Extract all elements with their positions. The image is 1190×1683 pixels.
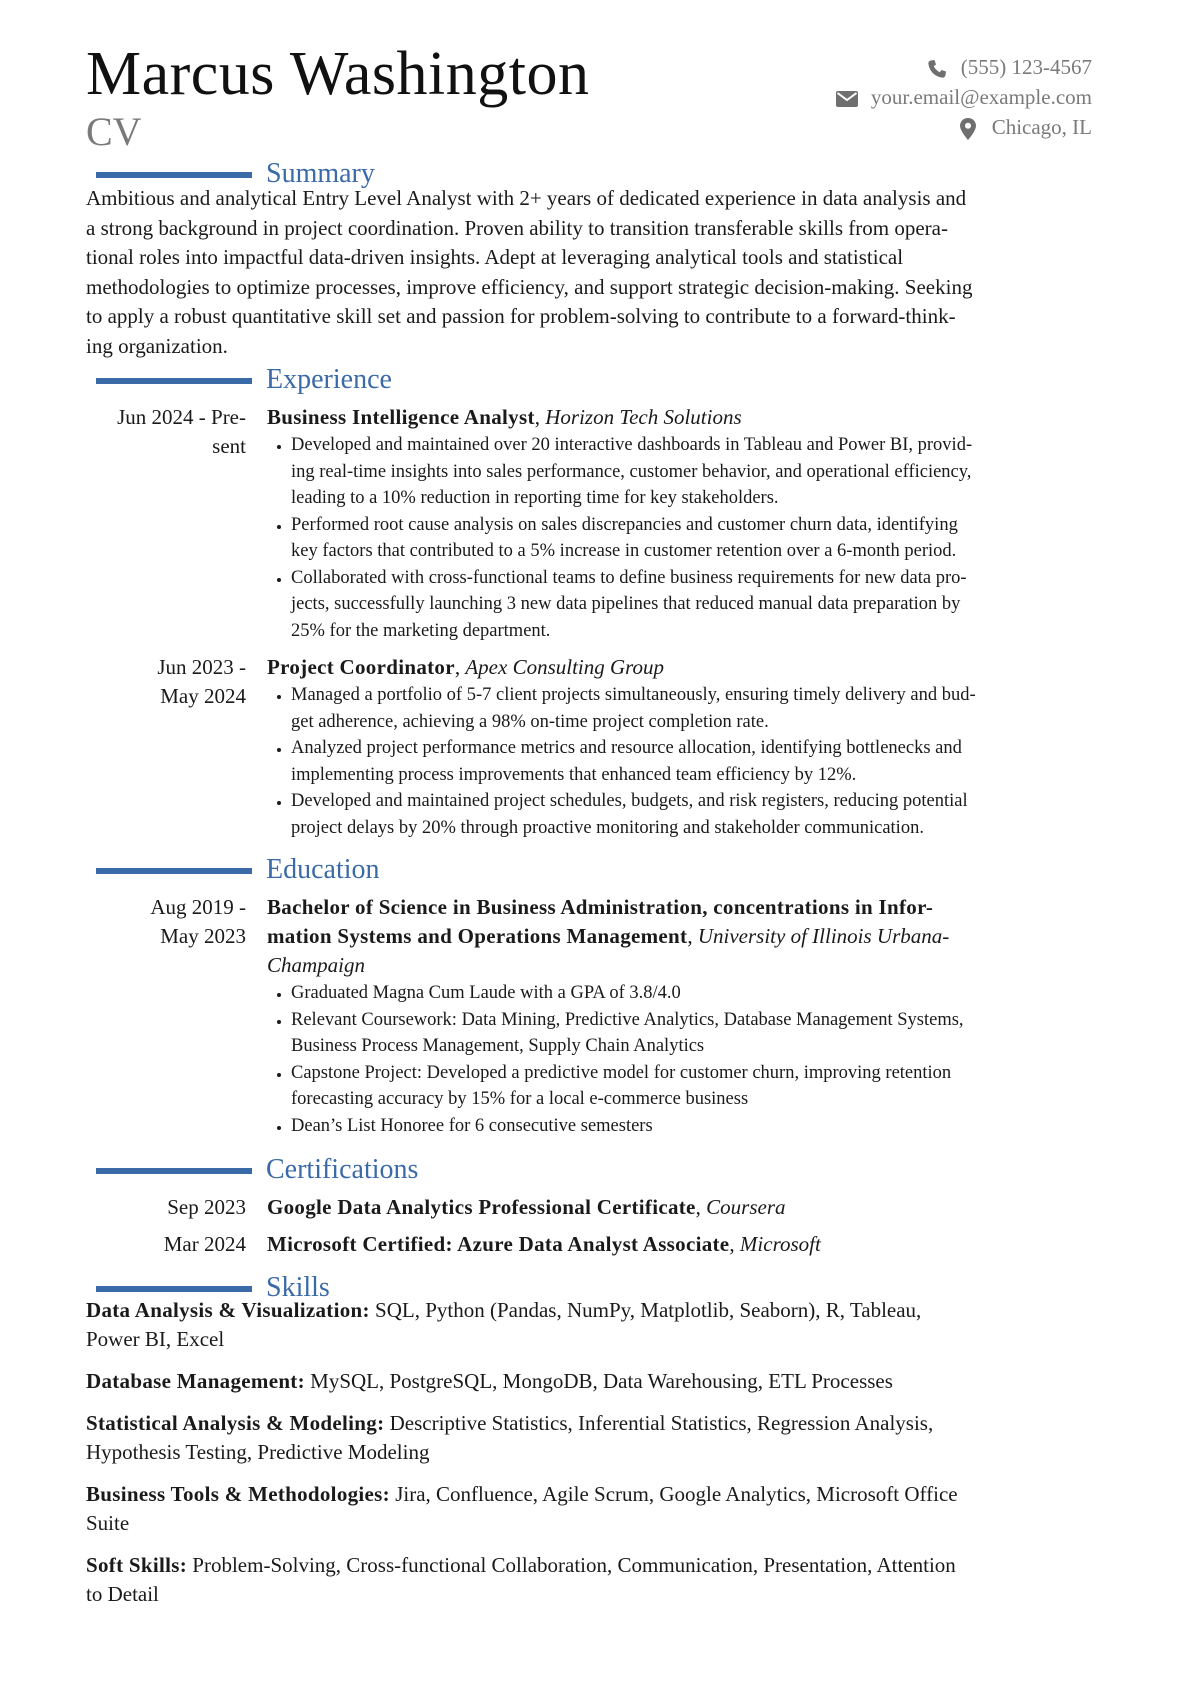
summary-line: to apply a robust quantitative skill set and passion for problem-solving to contribute to a forward-think- bbox=[86, 304, 956, 329]
entry-date-line: May 2024 bbox=[160, 684, 246, 708]
entry-body bbox=[267, 653, 1117, 841]
section-rule bbox=[96, 868, 252, 874]
skill-values: Suite bbox=[86, 1511, 130, 1535]
entry-date-line: Jun 2024 - Pre- bbox=[117, 405, 246, 429]
skill-values: to Detail bbox=[86, 1582, 159, 1606]
bullet-item: • Dean’s List Honoree for 6 consecutive semesters bbox=[291, 1113, 1117, 1140]
entry-title: Project Coordinator bbox=[267, 655, 455, 679]
entry-heading: Project Coordinator, Apex Consulting Group bbox=[267, 655, 665, 679]
skill-label: Statistical Analysis & Modeling: bbox=[86, 1411, 385, 1435]
degree-title-continued: mation Systems and Operations Management bbox=[267, 924, 688, 948]
section-rule bbox=[96, 172, 252, 178]
entry-organization: Apex Consulting Group bbox=[465, 655, 665, 679]
skill-group bbox=[86, 1480, 1116, 1538]
bullet-item: • Managed a portfolio of 5-7 client projects simultaneously, ensuring timely delivery and bud- get adherence, achieving a 98% on-time project completion rate. bbox=[291, 682, 1117, 735]
skill-label: Soft Skills: bbox=[86, 1553, 188, 1577]
entry-body bbox=[267, 1230, 1117, 1259]
entry-body bbox=[267, 1193, 1117, 1222]
candidate-name: Marcus Washington bbox=[86, 40, 590, 108]
contact-block bbox=[833, 52, 1092, 142]
entry-organization: University of Illinois Urbana- bbox=[697, 924, 950, 948]
entry-date: Sep 2023 bbox=[167, 1195, 246, 1219]
contact-location-row bbox=[833, 112, 1092, 142]
entry-date-line: Aug 2019 - bbox=[150, 895, 246, 919]
skill-values: Jira, Confluence, Agile Scrum, Google Analytics, Microsoft Office bbox=[389, 1482, 958, 1506]
skill-group bbox=[86, 1409, 1116, 1467]
contact-phone[interactable]: (555) 123-4567 bbox=[960, 55, 1092, 79]
summary-line: a strong background in project coordination. Proven ability to transition transferable skills from opera- bbox=[86, 215, 948, 240]
skill-label: Business Tools & Methodologies: bbox=[86, 1482, 390, 1506]
entry-date: Mar 2024 bbox=[163, 1232, 246, 1256]
entry-organization: Coursera bbox=[706, 1195, 786, 1219]
document-subtitle: CV bbox=[86, 109, 142, 154]
entry-bullets bbox=[267, 432, 1117, 644]
skill-label: Data Analysis & Visualization: bbox=[86, 1298, 370, 1322]
entry-title: Microsoft Certified: Azure Data Analyst Associate bbox=[267, 1232, 730, 1256]
entry-title: Business Intelligence Analyst bbox=[267, 405, 535, 429]
entry-organization-continued: Champaign bbox=[267, 953, 366, 977]
summary-line: Ambitious and analytical Entry Level Analyst with 2+ years of dedicated experience in data analysis and bbox=[86, 186, 967, 210]
entry-body bbox=[267, 403, 1117, 644]
section-title: Skills bbox=[266, 1272, 330, 1303]
section-title: Summary bbox=[266, 158, 375, 189]
entry-body bbox=[267, 893, 1117, 1139]
contact-email-row bbox=[833, 82, 1092, 112]
contact-phone-row bbox=[833, 52, 1092, 82]
entry-date bbox=[86, 403, 246, 461]
entry-bullets bbox=[267, 980, 1117, 1139]
skill-group bbox=[86, 1367, 1116, 1396]
bullet-item: • Graduated Magna Cum Laude with a GPA of 3.8/4.0 bbox=[291, 980, 1117, 1007]
entry-title: Google Data Analytics Professional Certificate bbox=[267, 1195, 696, 1219]
skill-values: Hypothesis Testing, Predictive Modeling bbox=[86, 1440, 430, 1464]
entry-date-line: Jun 2023 - bbox=[157, 655, 246, 679]
phone-icon bbox=[923, 52, 951, 82]
entry-heading: Bachelor of Science in Business Administration, concentrations in Infor- mation Systems and Operations Management, University of Illinois Urbana- Champaign bbox=[267, 895, 950, 977]
section-title: Education bbox=[266, 854, 380, 885]
contact-location: Chicago, IL bbox=[991, 115, 1092, 139]
skill-label: Database Management: bbox=[86, 1369, 305, 1393]
section-rule bbox=[96, 1168, 252, 1174]
section-title: Certifications bbox=[266, 1154, 419, 1185]
skill-values: SQL, Python (Pandas, NumPy, Matplotlib, Seaborn), R, Tableau, bbox=[369, 1298, 922, 1322]
summary-line: methodologies to optimize processes, improve efficiency, and support strategic decision-making. Seeking bbox=[86, 274, 973, 299]
entry-date bbox=[86, 893, 246, 951]
bullet-item: • Collaborated with cross-functional teams to define business requirements for new data pro- jects, successfully launching 3 new data pipelines that reduced manual data preparation by 25% for the marketing department. bbox=[291, 565, 1117, 645]
contact-email[interactable]: your.email@example.com bbox=[870, 85, 1092, 109]
entry-heading: Google Data Analytics Professional Certificate, Coursera bbox=[267, 1195, 786, 1219]
degree-title: Bachelor of Science in Business Administration, concentrations in Infor- bbox=[267, 895, 934, 919]
entry-heading: Business Intelligence Analyst, Horizon Tech Solutions bbox=[267, 405, 742, 429]
skill-values: Descriptive Statistics, Inferential Statistics, Regression Analysis, bbox=[384, 1411, 934, 1435]
envelope-icon bbox=[833, 82, 861, 112]
entry-date-line: sent bbox=[212, 434, 246, 458]
skill-group bbox=[86, 1551, 1116, 1609]
skill-values: Problem-Solving, Cross-functional Collaboration, Communication, Presentation, Attention bbox=[187, 1553, 956, 1577]
summary-line: ing organization. bbox=[86, 333, 228, 358]
entry-date bbox=[86, 653, 246, 711]
section-title: Experience bbox=[266, 364, 392, 395]
bullet-item: • Performed root cause analysis on sales discrepancies and customer churn data, identifying key factors that contributed to a 5% increase in customer retention over a 6-month period. bbox=[291, 512, 1117, 565]
summary-text bbox=[86, 184, 1116, 362]
entry-organization: Horizon Tech Solutions bbox=[545, 405, 742, 429]
skill-values: MySQL, PostgreSQL, MongoDB, Data Warehousing, ETL Processes bbox=[304, 1369, 893, 1393]
entry-heading: Microsoft Certified: Azure Data Analyst Associate, Microsoft bbox=[267, 1232, 821, 1256]
bullet-item: • Developed and maintained project schedules, budgets, and risk registers, reducing potential project delays by 20% through proactive monitoring and stakeholder communication. bbox=[291, 788, 1117, 841]
skill-group bbox=[86, 1296, 1116, 1354]
bullet-item: • Relevant Coursework: Data Mining, Predictive Analytics, Database Management Systems, Business Process Management, Supply Chain Analytics bbox=[291, 1007, 1117, 1060]
entry-date-line: May 2023 bbox=[160, 924, 246, 948]
map-marker-icon bbox=[954, 112, 982, 142]
bullet-item: • Developed and maintained over 20 interactive dashboards in Tableau and Power BI, provid- ing real-time insights into sales performance, customer behavior, and operational efficiency, leading to a 10% reduction in reporting time for key stakeholders. bbox=[291, 432, 1117, 512]
entry-organization: Microsoft bbox=[739, 1232, 821, 1256]
section-rule bbox=[96, 1286, 252, 1292]
bullet-item: • Analyzed project performance metrics and resource allocation, identifying bottlenecks and implementing process improvements that enhanced team efficiency by 12%. bbox=[291, 735, 1117, 788]
entry-bullets bbox=[267, 682, 1117, 841]
skill-values: Power BI, Excel bbox=[86, 1327, 225, 1351]
section-rule bbox=[96, 378, 252, 384]
bullet-item: • Capstone Project: Developed a predictive model for customer churn, improving retention forecasting accuracy by 15% for a local e-commerce business bbox=[291, 1060, 1117, 1113]
summary-line: tional roles into impactful data-driven insights. Adept at leveraging analytical tools and statistical bbox=[86, 245, 904, 270]
